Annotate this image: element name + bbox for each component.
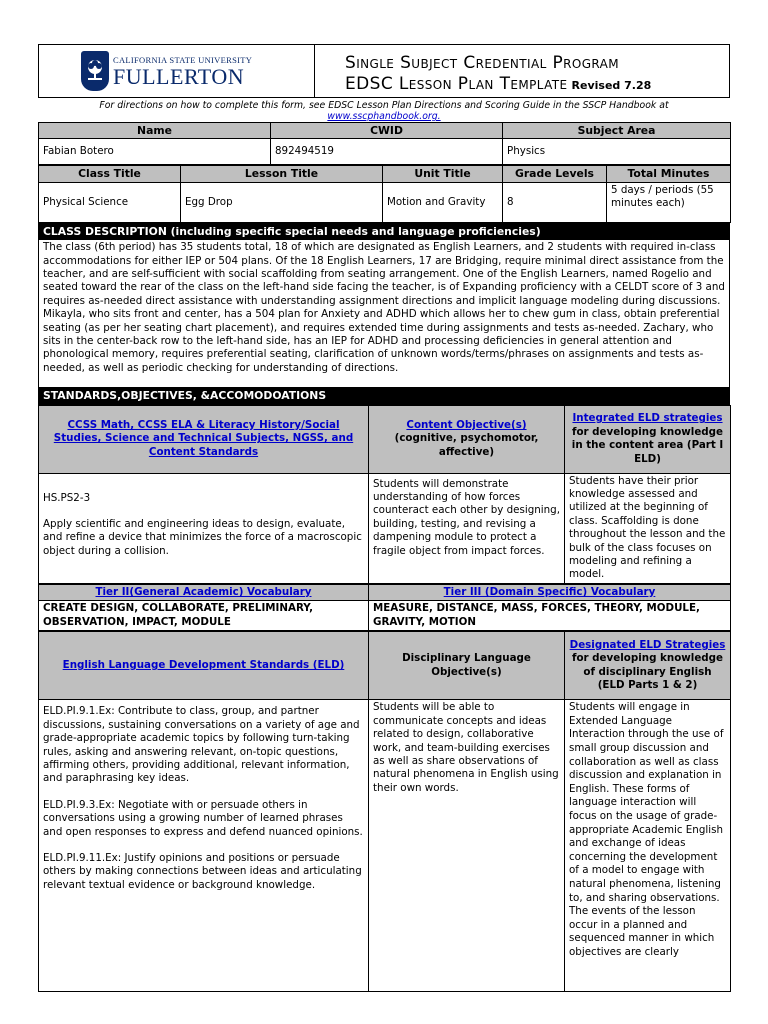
value-unit-title: Motion and Gravity bbox=[383, 182, 503, 222]
disciplinary-language-header: Disciplinary Language Objective(s) bbox=[369, 632, 565, 700]
content-objectives-header: Content Objective(s) (cognitive, psychomotor, affective) bbox=[369, 405, 565, 473]
value-total-minutes: 5 days / periods (55 minutes each) bbox=[607, 182, 731, 222]
header-subject-area: Subject Area bbox=[503, 123, 731, 139]
handbook-link[interactable]: www.sscphandbook.org. bbox=[327, 111, 441, 122]
eld-table bbox=[38, 631, 731, 992]
tier2-header[interactable]: Tier II(General Academic) Vocabulary bbox=[39, 584, 369, 600]
eld-standards-header[interactable]: English Language Development Standards (ELD) bbox=[39, 632, 369, 700]
value-grade-levels: 8 bbox=[503, 182, 607, 222]
program-title: Single Subject Credential Program bbox=[345, 53, 620, 73]
tier2-words: CREATE DESIGN, COLLABORATE, PRELIMINARY, OBSERVATION, IMPACT, MODULE bbox=[39, 601, 369, 631]
header-name: Name bbox=[39, 123, 271, 139]
eld-standard-2: ELD.PI.9.3.Ex: Negotiate with or persuade others in conversations using a growing number of learned phrases and open responses to express and defend nuanced opinions. bbox=[43, 798, 363, 838]
directions-note: For directions on how to complete this form, see EDSC Lesson Plan Directions and Scoring Guide in the SSCP Handbook at www.sscphandbook.org. bbox=[99, 100, 669, 122]
header-total-minutes: Total Minutes bbox=[607, 166, 731, 182]
integrated-eld-text: Students have their prior knowledge assessed and utilized at the beginning of class. Scaffolding is done throughout the lesson and the bulk of the class focuses on modeling and refining a model. bbox=[565, 473, 731, 583]
value-name: Fabian Botero bbox=[39, 139, 271, 165]
ngss-standard-cell bbox=[39, 473, 369, 583]
university-name-small: CALIFORNIA STATE UNIVERSITY bbox=[113, 54, 253, 65]
template-title: EDSC Lesson Plan Template Revised 7.28 bbox=[345, 74, 652, 94]
header-lesson-title: Lesson Title bbox=[181, 166, 383, 182]
form-header bbox=[38, 44, 730, 98]
eld-standard-3: ELD.PI.9.11.Ex: Justify opinions and positions or persuade others by making connections between ideas and articulating relevant textual evidence or background knowledge. bbox=[43, 851, 362, 891]
standards-heading: STANDARDS,OBJECTIVES, &ACCOMODOATIONS bbox=[39, 388, 730, 404]
tree-seal-icon bbox=[81, 51, 109, 91]
eld-standard-1: ELD.PI.9.1.Ex: Contribute to class, group, and partner discussions, sustaining conversations on a variety of age and grade-appropriate academic topics by following turn-taking rules, asking and answering relevant, on-topic questions, affirming others, providing additional, relevant information, and paraphrasing key ideas. bbox=[43, 705, 360, 785]
lesson-info-table bbox=[38, 165, 731, 222]
teacher-info-table bbox=[38, 122, 731, 165]
class-description-heading: CLASS DESCRIPTION (including specific special needs and language proficiencies) bbox=[39, 223, 730, 239]
header-class-title: Class Title bbox=[39, 166, 181, 182]
standard-code: HS.PS2-3 bbox=[43, 491, 91, 504]
value-subject-area: Physics bbox=[503, 139, 731, 165]
revision-label: Revised 7.28 bbox=[571, 79, 652, 92]
standards-table bbox=[38, 405, 731, 584]
university-logo bbox=[39, 45, 315, 97]
lesson-plan-page bbox=[38, 44, 730, 992]
content-objective-text: Students will demonstrate understanding of how forces counteract each other by designing, building, testing, and revising a dampening module to protect a fragile object from impact forces. bbox=[369, 473, 565, 583]
class-description-table bbox=[38, 223, 730, 405]
designated-strategies-text: Students will engage in Extended Language Interaction through the use of small group discussion and collaboration as well as class discussion and explanation in English. These forms of language interaction will focus on the usage of grade-appropriate Academic English and exchange of ideas concerning the development of a model to engage with natural phenomena, listening to, and sharing observations. The events of the lesson occur in a planned and sequenced manner in which objectives are clearly bbox=[565, 700, 731, 992]
standard-text: Apply scientific and engineering ideas to design, evaluate, and refine a device that minimizes the force of a macroscopic object during a collision. bbox=[43, 518, 362, 557]
ccss-standards-header[interactable]: CCSS Math, CCSS ELA & Literacy History/Social Studies, Science and Technical Subjects, NGSS, and Content Standards bbox=[39, 405, 369, 473]
integrated-eld-link[interactable]: Integrated ELD strategies bbox=[572, 412, 723, 425]
eld-standards-cell bbox=[39, 700, 369, 992]
header-cwid: CWID bbox=[271, 123, 503, 139]
value-class-title: Physical Science bbox=[39, 182, 181, 222]
university-name-big: FULLERTON bbox=[113, 63, 245, 89]
designated-eld-header: Designated ELD Strategies for developing knowledge of disciplinary English (ELD Parts 1 & 2) bbox=[565, 632, 731, 700]
class-description-text: The class (6th period) has 35 students total, 18 of which are designated as English Learners, and 2 students with required in-class accommodations for either IEP or 504 plans. Of the 18 English Learners, 17 are Bridging, require minimal direct assistance from the teacher, and are self-sufficient with social scaffolding from seating arrangement. One of the English Learners, named Rogelio and seated toward the rear of the class on the left-hand side facing the teacher, is of Expanding proficiency with a CELDT score of 3 and requires as-needed direct assistance with understanding assignment directions and implicit language modeling during discussions. Mikayla, who sits front and center, has a 504 plan for Anxiety and ADHD which allows her to chew gum in class, obtain preferential seating (as per her seating chart placement), and requires extended time during assignments and tests as-needed. Zachary, who sits in the center-back row to the left-hand side, has an IEP for ADHD and processing deficiencies in general attention and phonological memory, requires preferential seating, clarification of unknown words/terms/phrases on assignments and tests as-needed, as well as periodic checking for understanding of directions. bbox=[39, 240, 730, 388]
tier3-words: MEASURE, DISTANCE, MASS, FORCES, THEORY, MODULE, GRAVITY, MOTION bbox=[369, 601, 731, 631]
language-objective-text: Students will be able to communicate concepts and ideas related to design, collaborative work, and team-building exercises as well as share observations of natural phenomena in English using their own words. bbox=[369, 700, 565, 992]
content-objectives-link[interactable]: Content Objective(s) bbox=[406, 419, 527, 432]
value-cwid: 892494519 bbox=[271, 139, 503, 165]
value-lesson-title: Egg Drop bbox=[181, 182, 383, 222]
tier3-header[interactable]: Tier III (Domain Specific) Vocabulary bbox=[369, 584, 731, 600]
header-grade-levels: Grade Levels bbox=[503, 166, 607, 182]
header-unit-title: Unit Title bbox=[383, 166, 503, 182]
designated-eld-link[interactable]: Designated ELD Strategies bbox=[569, 638, 726, 651]
vocabulary-table bbox=[38, 584, 731, 631]
integrated-eld-header: Integrated ELD strategies for developing knowledge in the content area (Part I ELD) bbox=[565, 405, 731, 473]
form-title bbox=[315, 45, 729, 97]
